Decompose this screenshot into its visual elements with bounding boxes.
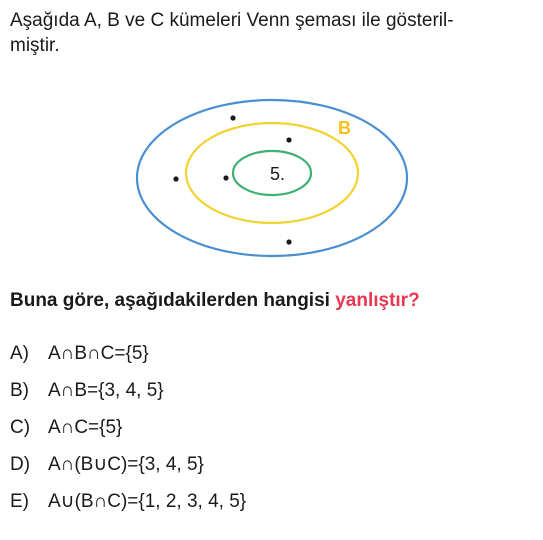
option-letter: B)	[10, 380, 29, 401]
element-dot	[223, 175, 228, 180]
question-text: Buna göre, aşağıdakilerden hangisi	[10, 290, 336, 311]
answer-option-e[interactable]	[10, 489, 246, 526]
option-text: A∪(B∩C)={1, 2, 3, 4, 5}	[48, 491, 247, 512]
option-letter: D)	[10, 454, 31, 475]
option-text: A∩(B∪C)={3, 4, 5}	[48, 454, 204, 475]
answer-option-d[interactable]	[10, 452, 246, 489]
option-text: A∩B={3, 4, 5}	[48, 380, 164, 401]
answer-option-c[interactable]	[10, 415, 246, 452]
answer-option-b[interactable]	[10, 378, 246, 415]
question-emphasis: yanlıştır?	[335, 290, 420, 311]
question-prompt	[10, 288, 420, 313]
option-text: A∩C={5}	[48, 417, 123, 438]
element-dot	[173, 176, 178, 181]
answer-options	[10, 341, 246, 526]
set-b-label: B	[338, 118, 351, 138]
problem-statement-line-1: Aşağıda A, B ve C kümeleri Venn şeması ile gösteril-	[10, 10, 454, 31]
option-letter: C)	[10, 417, 31, 438]
element-dot	[286, 137, 291, 142]
set-c-element-label: 5.	[270, 164, 286, 184]
option-text: A∩B∩C={5}	[48, 343, 149, 364]
option-letter: E)	[10, 491, 29, 512]
answer-option-a[interactable]	[10, 341, 246, 378]
element-dot	[286, 239, 291, 244]
element-dot	[230, 115, 235, 120]
option-letter: A)	[10, 343, 29, 364]
problem-statement-line-2: miştir.	[10, 35, 60, 56]
